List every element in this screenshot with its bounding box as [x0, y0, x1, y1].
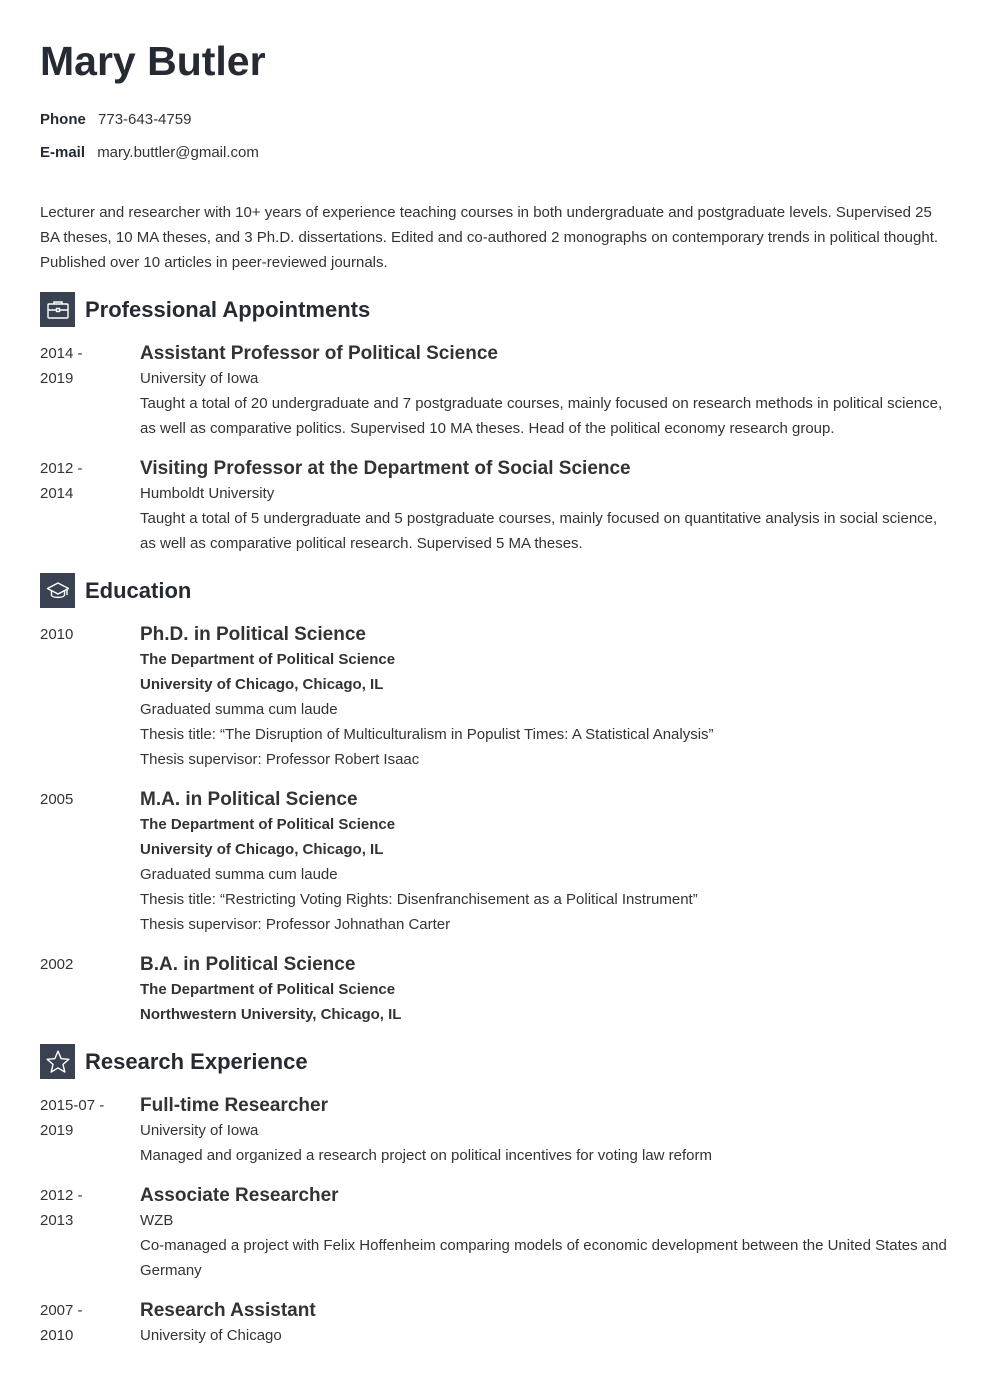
entry-school: University of Chicago, Chicago, IL [140, 676, 384, 693]
entry-date [40, 1093, 140, 1168]
entry-title: Full-time Researcher [140, 1095, 328, 1116]
entry-date [40, 952, 140, 1027]
education-entry [40, 952, 950, 1027]
entry-org: University of Chicago [140, 1327, 282, 1344]
entry-org: Humboldt University [140, 485, 275, 502]
section-header-education [40, 573, 950, 608]
email-label: E-mail [40, 144, 86, 161]
date: 2005 [40, 791, 74, 808]
entry-description: Managed and organized a research project on political incentives for voting law reform [140, 1147, 712, 1164]
entry-body [140, 456, 950, 556]
entry-title: Research Assistant [140, 1300, 316, 1321]
date-end: 2014 [40, 485, 74, 502]
section-title-research: Research Experience [85, 1048, 308, 1074]
entry-title: Visiting Professor at the Department of Social Science [140, 458, 631, 479]
entry-department: The Department of Political Science [140, 816, 396, 833]
entry-body [140, 1298, 950, 1348]
date-start: 2007 - [40, 1302, 83, 1319]
phone-label: Phone [40, 111, 86, 128]
education-entry [40, 787, 950, 937]
entry-date [40, 1298, 140, 1348]
date-end: 2013 [40, 1212, 74, 1229]
date-start: 2012 - [40, 460, 83, 477]
entry-description: Taught a total of 20 undergraduate and 7 postgraduate courses, mainly focused on research methods in political science, as well as comparative politics. Supervised 10 MA theses. Head of the political economy research group. [140, 395, 943, 437]
entry-title: Associate Researcher [140, 1185, 339, 1206]
date-end: 2010 [40, 1327, 74, 1344]
entry-body [140, 1093, 950, 1168]
graduation-cap-icon [40, 573, 75, 608]
entry-honors: Graduated summa cum laude [140, 701, 338, 718]
entry-body [140, 1183, 950, 1283]
entry-date [40, 1183, 140, 1283]
entry-supervisor: Thesis supervisor: Professor Johnathan Carter [140, 916, 451, 933]
entry-date [40, 341, 140, 441]
date-end: 2019 [40, 370, 74, 387]
date-start: 2014 - [40, 345, 83, 362]
phone-row [40, 111, 950, 144]
contact-block [40, 111, 950, 177]
entry-body [140, 952, 950, 1027]
email-row [40, 144, 950, 177]
entry-body [140, 787, 950, 937]
summary-text: Lecturer and researcher with 10+ years of experience teaching courses in both undergraduate and postgraduate levels. Supervised 25 BA theses, 10 MA theses, and 3 Ph.D. dissertations. Edited and co-authored 2 monographs on contemporary trends in political thought. Published over 10 articles in peer-reviewed journals. [40, 204, 939, 271]
section-title-education: Education [85, 577, 192, 603]
section-header-research [40, 1044, 950, 1079]
resume-name: Mary Butler [40, 38, 266, 84]
section-title-appointments: Professional Appointments [85, 296, 371, 322]
appointment-entry [40, 456, 950, 556]
entry-date [40, 622, 140, 772]
entry-department: The Department of Political Science [140, 981, 396, 998]
entry-body [140, 622, 950, 772]
entry-thesis: Thesis title: “The Disruption of Multiculturalism in Populist Times: A Statistical Analysis” [140, 726, 714, 743]
entry-org: University of Iowa [140, 370, 259, 387]
entry-date [40, 787, 140, 937]
entry-title: M.A. in Political Science [140, 789, 358, 810]
entry-org: WZB [140, 1212, 174, 1229]
email-value[interactable]: mary.buttler@gmail.com [97, 144, 259, 161]
date: 2010 [40, 626, 74, 643]
entry-honors: Graduated summa cum laude [140, 866, 338, 883]
entry-school: University of Chicago, Chicago, IL [140, 841, 384, 858]
section-header-appointments [40, 292, 950, 327]
entry-body [140, 341, 950, 441]
entry-school: Northwestern University, Chicago, IL [140, 1006, 402, 1023]
entry-description: Co-managed a project with Felix Hoffenheim comparing models of economic development between the United States and Germany [140, 1237, 947, 1279]
entry-org: University of Iowa [140, 1122, 259, 1139]
entry-description: Taught a total of 5 undergraduate and 5 postgraduate courses, mainly focused on quantitative analysis in social science, as well as comparative political research. Supervised 5 MA theses. [140, 510, 938, 552]
date-end: 2019 [40, 1122, 74, 1139]
entry-department: The Department of Political Science [140, 651, 396, 668]
research-entry [40, 1298, 950, 1348]
entry-title: Assistant Professor of Political Science [140, 343, 498, 364]
entry-supervisor: Thesis supervisor: Professor Robert Isaac [140, 751, 420, 768]
date-start: 2015-07 - [40, 1097, 105, 1114]
education-entry [40, 622, 950, 772]
briefcase-icon [40, 292, 75, 327]
date-start: 2012 - [40, 1187, 83, 1204]
entry-date [40, 456, 140, 556]
date: 2002 [40, 956, 74, 973]
research-entry [40, 1183, 950, 1283]
phone-value: 773-643-4759 [98, 111, 192, 128]
research-entry [40, 1093, 950, 1168]
entry-thesis: Thesis title: “Restricting Voting Rights: Disenfranchisement as a Political Instrument” [140, 891, 698, 908]
star-icon [40, 1044, 75, 1079]
entry-title: Ph.D. in Political Science [140, 624, 366, 645]
appointment-entry [40, 341, 950, 441]
entry-title: B.A. in Political Science [140, 954, 356, 975]
